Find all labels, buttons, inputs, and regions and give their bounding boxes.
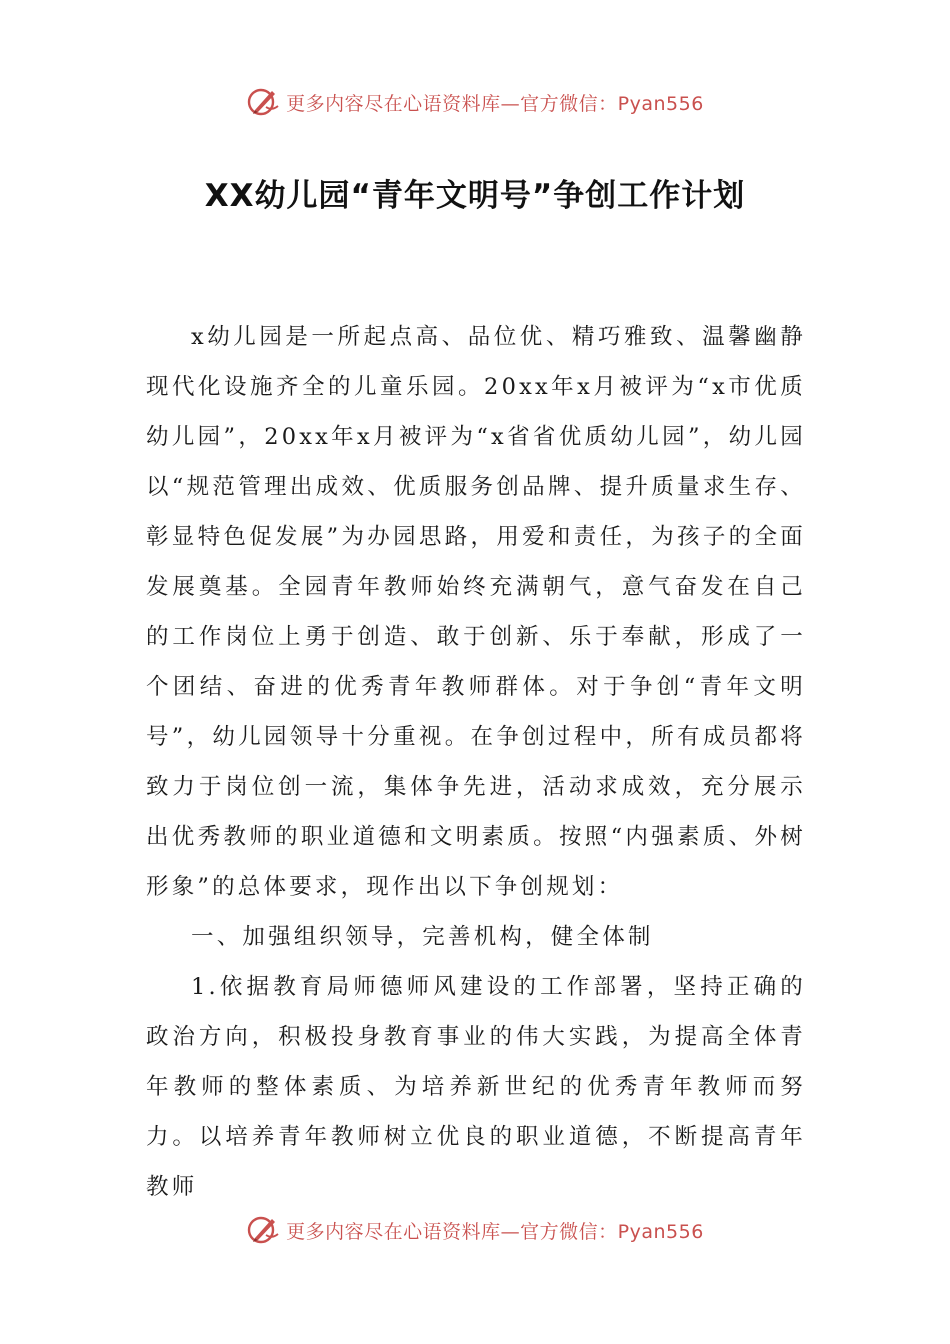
watermark-group <box>246 1213 704 1247</box>
pen-logo-icon <box>246 85 280 119</box>
body-paragraph-intro: x幼儿园是一所起点高、品位优、精巧雅致、温馨幽静现代化设施齐全的儿童乐园。20xx年x月被评为“x市优质幼儿园”，20xx年x月被评为“x省省优质幼儿园”，幼儿园以“规范管理出成效、优质服务创品牌、提升质量求生存、彰显特色促发展”为办园思路，用爱和责任，为孩子的全面发展奠基。全园青年教师始终充满朝气，意气奋发在自己的工作岗位上勇于创造、敢于创新、乐于奉献，形成了一个团结、奋进的优秀青年教师群体。对于争创“青年文明号”，幼儿园领导十分重视。在争创过程中，所有成员都将致力于岗位创一流，集体争先进，活动求成效，充分展示出优秀教师的职业道德和文明素质。按照“内强素质、外树形象”的总体要求，现作出以下争创规划： <box>146 324 806 900</box>
watermark-label: 更多内容尽在心语资料库—官方微信： <box>286 92 618 115</box>
body-paragraph-item-1: 1.依据教育局师德师风建设的工作部署，坚持正确的政治方向，积极投身教育事业的伟大实践，为提高全体青年教师的整体素质、为培养新世纪的优秀青年教师而努力。以培养青年教师树立优良的职业道德，不断提高青年教师 <box>146 974 806 1200</box>
pen-logo-icon <box>246 1213 280 1247</box>
watermark-text <box>286 1217 704 1244</box>
footer-watermark <box>0 1210 950 1250</box>
watermark-group <box>246 85 704 119</box>
watermark-account: Pyan556 <box>617 1220 704 1243</box>
document-title: XX幼儿园“青年文明号”争创工作计划 <box>204 178 746 214</box>
document-body <box>146 312 806 1212</box>
watermark-account: Pyan556 <box>617 92 704 115</box>
header-watermark <box>0 82 950 122</box>
watermark-label: 更多内容尽在心语资料库—官方微信： <box>286 1220 618 1243</box>
section-heading-1: 一、加强组织领导，完善机构，健全体制 <box>191 924 654 950</box>
watermark-text <box>286 89 704 116</box>
